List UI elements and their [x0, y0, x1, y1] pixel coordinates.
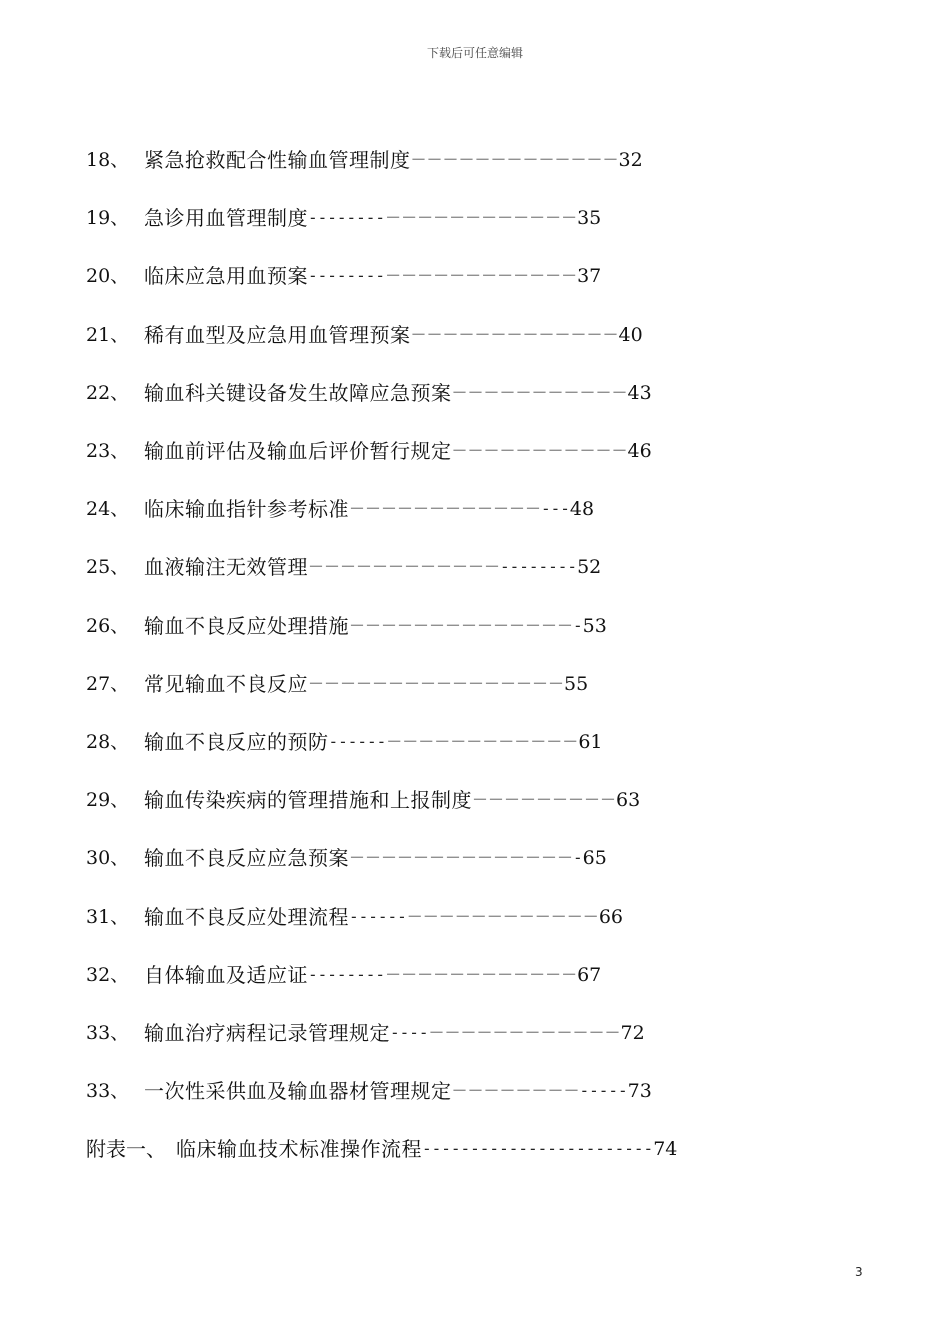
toc-entry-page: 32	[618, 149, 643, 172]
toc-entry-29[interactable]	[86, 771, 746, 829]
table-of-contents	[86, 131, 746, 1178]
toc-entry-title: 一次性采供血及输血器材管理规定	[144, 1079, 452, 1104]
toc-entry-leader: －－－－－－－－－－－－--------	[308, 557, 578, 577]
toc-entry-page: 65	[582, 847, 607, 870]
toc-entry-page: 37	[577, 265, 602, 288]
toc-entry-title: 临床输血指针参考标准	[144, 497, 349, 522]
toc-entry-19[interactable]	[86, 189, 746, 247]
toc-entry-page: 67	[577, 963, 602, 986]
toc-entry-28[interactable]	[86, 713, 746, 771]
toc-entry-title: 输血不良反应应急预案	[144, 846, 349, 871]
toc-entry-22[interactable]	[86, 364, 746, 422]
toc-entry-page: 48	[569, 498, 595, 521]
toc-entry-32[interactable]	[86, 946, 746, 1004]
toc-entry-page: 53	[582, 614, 607, 637]
toc-entry-title: 稀有血型及应急用血管理预案	[144, 322, 411, 347]
toc-entry-number: 24、	[86, 498, 130, 521]
toc-entry-title: 输血不良反应处理流程	[144, 904, 349, 929]
toc-entry-title: 临床输血技术标准操作流程	[176, 1137, 422, 1162]
toc-entry-page: 52	[577, 556, 602, 579]
toc-entry-title: 常见输血不良反应	[144, 671, 308, 696]
toc-entry-leader: --------－－－－－－－－－－－－	[308, 208, 578, 228]
toc-entry-leader: －－－－－－－－－－－－－	[410, 150, 619, 170]
toc-entry-27[interactable]	[86, 655, 746, 713]
toc-entry-title: 输血治疗病程记录管理规定	[144, 1020, 390, 1045]
toc-entry-title: 紧急抢救配合性输血管理制度	[144, 148, 411, 173]
toc-entry-leader: －－－－－－－－－－－－---	[349, 499, 570, 519]
toc-entry-page: 73	[627, 1080, 652, 1103]
toc-entry-page: 63	[616, 789, 641, 812]
toc-entry-number: 33、	[86, 1080, 130, 1103]
toc-entry-title: 输血科关键设备发生故障应急预案	[144, 380, 452, 405]
toc-entry-leader: ----－－－－－－－－－－－－	[390, 1022, 621, 1042]
header-note: 下载后可任意编辑	[426, 46, 523, 60]
toc-entry-26[interactable]	[86, 597, 746, 655]
toc-entry-leader: --------－－－－－－－－－－－－	[308, 266, 578, 286]
toc-entry-page: 72	[620, 1021, 645, 1044]
toc-entry-page: 66	[598, 905, 623, 928]
toc-entry-number: 19、	[86, 207, 130, 230]
toc-entry-page: 46	[627, 440, 652, 463]
toc-entry-33b[interactable]	[86, 1062, 746, 1120]
toc-entry-number: 31、	[86, 905, 130, 928]
toc-entry-number: 18、	[86, 149, 130, 172]
toc-entry-leader: －－－－－－－－－－－	[451, 441, 628, 461]
toc-entry-title: 输血不良反应的预防	[144, 729, 329, 754]
toc-entry-number: 21、	[86, 323, 130, 346]
toc-entry-appendix-1[interactable]	[86, 1120, 746, 1178]
toc-entry-leader: －－－－－－－－－－－－－－－－	[308, 673, 565, 693]
toc-entry-page: 35	[577, 207, 602, 230]
toc-entry-number: 32、	[86, 963, 130, 986]
toc-entry-30[interactable]	[86, 829, 746, 887]
toc-entry-number: 33、	[86, 1021, 130, 1044]
toc-entry-number: 22、	[86, 381, 130, 404]
toc-entry-title: 输血不良反应处理措施	[144, 613, 349, 638]
page-number: 3	[855, 1265, 863, 1279]
toc-entry-number: 30、	[86, 847, 130, 870]
toc-entry-leader: －－－－－－－－－－－－－－-	[349, 615, 583, 635]
toc-entry-leader: ------------------------	[422, 1139, 654, 1159]
toc-entry-title: 急诊用血管理制度	[144, 206, 308, 231]
toc-entry-25[interactable]	[86, 538, 746, 596]
toc-entry-leader: ------－－－－－－－－－－－－	[328, 731, 579, 751]
toc-entry-leader: －－－－－－－－－－－－－	[410, 324, 619, 344]
toc-entry-21[interactable]	[86, 306, 746, 364]
toc-entry-leader: －－－－－－－－-----	[451, 1081, 628, 1101]
toc-entry-18[interactable]	[86, 131, 746, 189]
toc-entry-title: 输血前评估及输血后评价暂行规定	[144, 439, 452, 464]
toc-entry-page: 55	[564, 672, 589, 695]
toc-entry-title: 自体输血及适应证	[144, 962, 308, 987]
toc-entry-20[interactable]	[86, 247, 746, 305]
toc-entry-number: 附表一、	[86, 1137, 166, 1162]
toc-entry-title: 血液输注无效管理	[144, 555, 308, 580]
toc-entry-leader: －－－－－－－－－－－	[451, 382, 628, 402]
toc-entry-number: 23、	[86, 440, 130, 463]
toc-entry-number: 25、	[86, 556, 130, 579]
toc-entry-31[interactable]	[86, 887, 746, 945]
toc-entry-leader: －－－－－－－－－	[472, 790, 617, 810]
toc-entry-leader: ------－－－－－－－－－－－－	[349, 906, 599, 926]
toc-entry-page: 40	[618, 323, 643, 346]
toc-entry-page: 43	[627, 381, 652, 404]
toc-entry-leader: －－－－－－－－－－－－－－-	[349, 848, 583, 868]
toc-entry-number: 28、	[86, 730, 130, 753]
toc-entry-page: 74	[653, 1138, 678, 1161]
toc-entry-leader: --------－－－－－－－－－－－－	[308, 964, 578, 984]
toc-entry-number: 26、	[86, 614, 130, 637]
toc-entry-33a[interactable]	[86, 1004, 746, 1062]
toc-entry-title: 临床应急用血预案	[144, 264, 308, 289]
toc-entry-number: 29、	[86, 789, 130, 812]
toc-entry-number: 20、	[86, 265, 130, 288]
toc-entry-23[interactable]	[86, 422, 746, 480]
toc-entry-number: 27、	[86, 672, 130, 695]
toc-entry-title: 输血传染疾病的管理措施和上报制度	[144, 788, 472, 813]
toc-entry-page: 61	[578, 730, 603, 753]
toc-entry-24[interactable]	[86, 480, 746, 538]
